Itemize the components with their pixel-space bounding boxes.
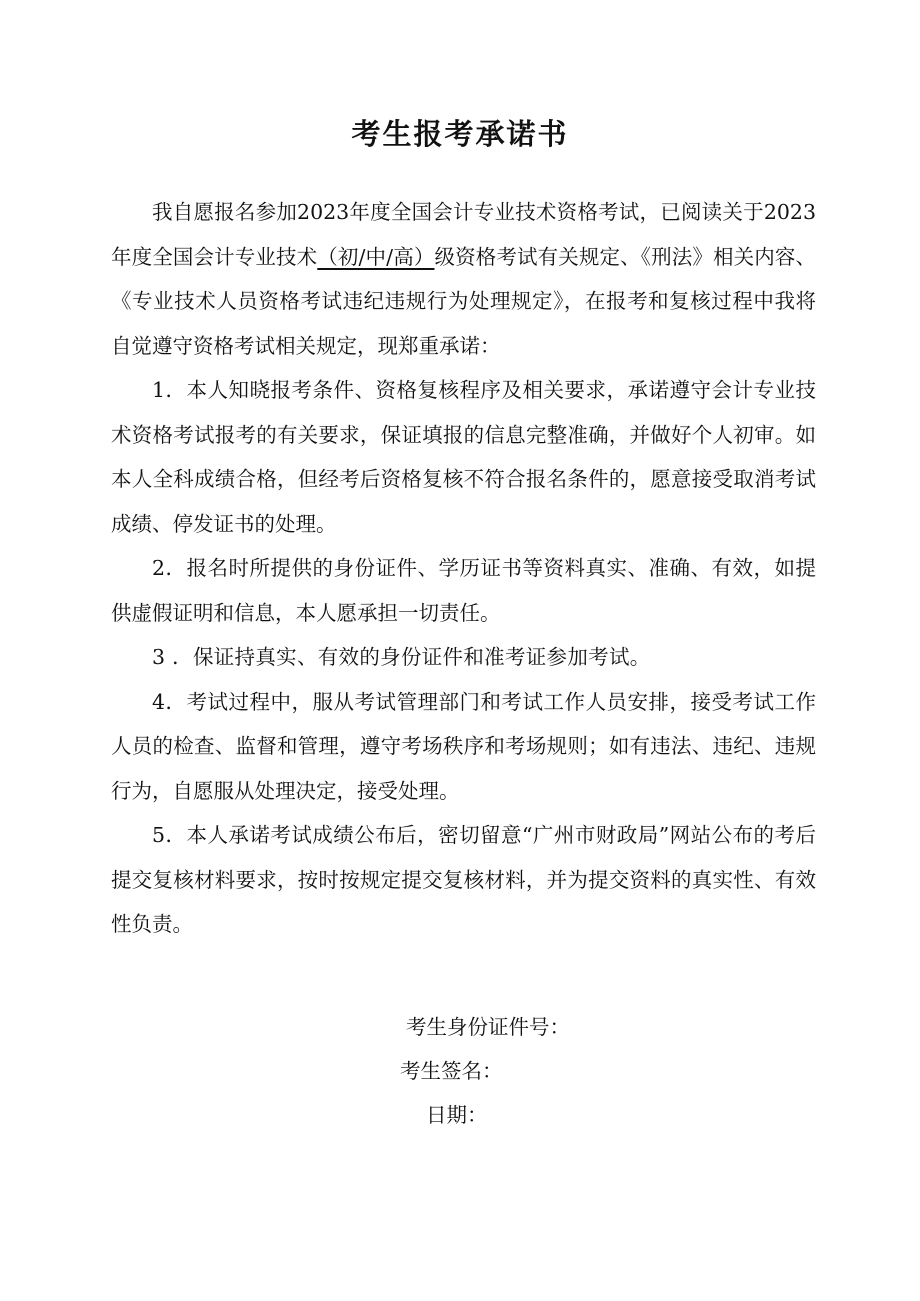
commitment-item-5: 5．本人承诺考试成绩公布后，密切留意“广州市财政局”网站公布的考后提交复核材料要求，按时按规定提交复核材料，并为提交资料的真实性、有效性负责。 bbox=[111, 823, 816, 936]
intro-text-part1: 我自愿报名参加2023年度全国会计专业技术资格考试，已阅读关于2023年度全国会计专业技术 bbox=[111, 200, 816, 269]
commitment-item-2: 2．报名时所提供的身份证件、学历证书等资料真实、准确、有效，如提供虚假证明和信息，本人愿承担一切责任。 bbox=[111, 556, 816, 625]
id-number-label: 考生身份证件号： bbox=[406, 1015, 570, 1039]
commitment-item-1: 1．本人知晓报考条件、资格复核程序及相关要求，承诺遵守会计专业技术资格考试报考的有关要求，保证填报的信息完整准确，并做好个人初审。如本人全科成绩合格，但经考后资格复核不符合报名条件的，愿意接受取消考试成绩、停发证书的处理。 bbox=[111, 378, 816, 536]
signature-label: 考生签名： bbox=[400, 1059, 503, 1083]
exam-level-underlined: （初/中/高） bbox=[317, 244, 435, 269]
commitment-item-3: 3 ．保证持真实、有效的身份证件和准考证参加考试。 bbox=[152, 645, 651, 669]
date-label: 日期： bbox=[426, 1103, 488, 1127]
document-body bbox=[111, 190, 816, 947]
intro-text-part2: 级资格考试有关规定、《刑法》相关内容、《专业技术人员资格考试违纪违规行为处理规定》，在报考和复核过程中我将自觉遵守资格考试相关规定，现郑重承诺： bbox=[111, 244, 816, 358]
intro-paragraph bbox=[111, 190, 816, 368]
page-title: 考生报考承诺书 bbox=[351, 117, 569, 151]
commitment-item-4: 4．考试过程中，服从考试管理部门和考试工作人员安排，接受考试工作人员的检查、监督和管理，遵守考场秩序和考场规则；如有违法、违纪、违规行为，自愿服从处理决定，接受处理。 bbox=[111, 689, 816, 803]
